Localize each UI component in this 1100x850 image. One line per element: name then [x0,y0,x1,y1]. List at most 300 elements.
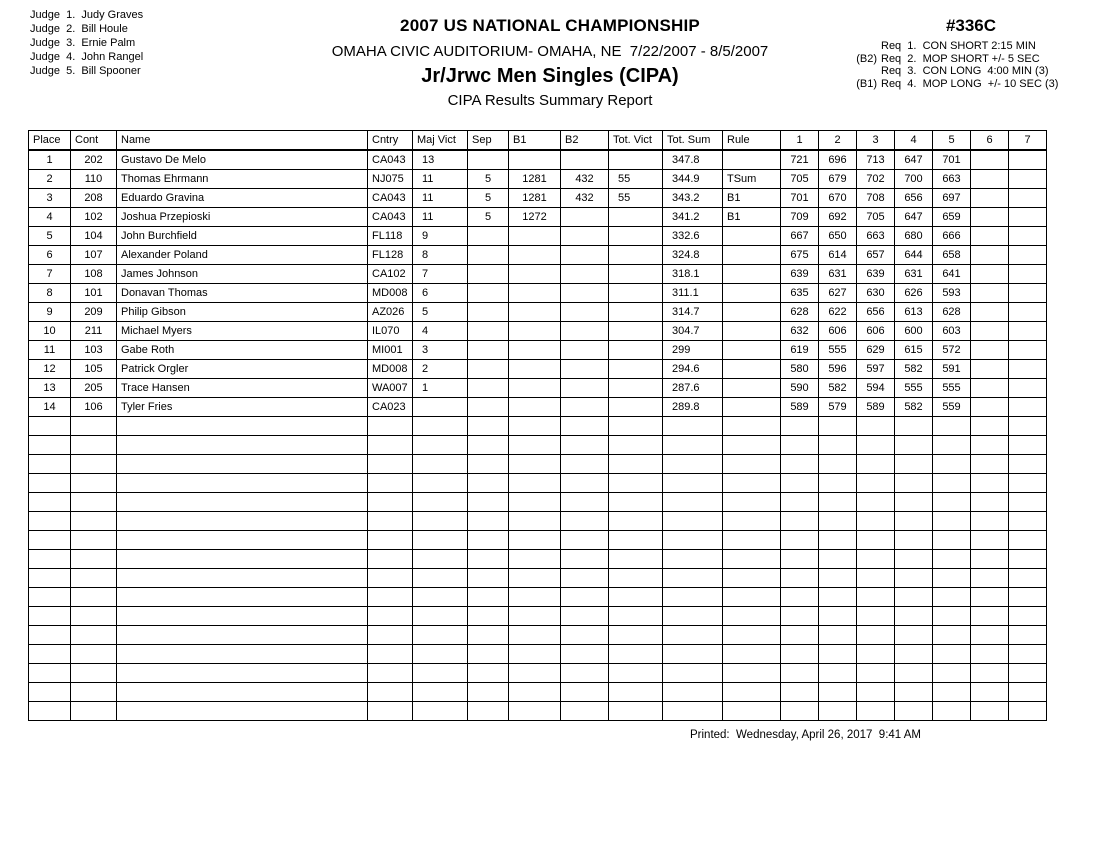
cell-empty [781,550,819,569]
cell-empty [29,493,71,512]
cell-empty [971,569,1009,588]
cell-empty [413,493,468,512]
cell-maj-vict: 7 [413,265,468,284]
cell-sep [468,246,509,265]
result-row [29,379,1047,398]
cell-place: 4 [29,208,71,227]
column-header-sep: Sep [468,131,509,151]
column-header-tot-vict: Tot. Vict [609,131,663,151]
cell-place: 2 [29,170,71,189]
cell-empty [723,417,781,436]
cell-sep: 5 [468,208,509,227]
cell-empty [663,664,723,683]
cell-empty [413,702,468,721]
result-row [29,322,1047,341]
req-text: Req 1. CON SHORT 2:15 MIN [881,40,1036,52]
cell-cont: 211 [71,322,117,341]
cell-score-5: 658 [933,246,971,265]
cell-empty [609,645,663,664]
cell-score-4: 626 [895,284,933,303]
judge-line: Judge 2. Bill Houle [30,23,128,35]
cell-empty [971,531,1009,550]
cell-b2 [561,398,609,417]
table-header-row [29,131,1047,151]
cell-cntry: AZ026 [368,303,413,322]
cell-empty [509,455,561,474]
cell-empty [29,664,71,683]
cell-empty [29,702,71,721]
cell-rule: B1 [723,208,781,227]
cell-empty [933,417,971,436]
cell-b2 [561,227,609,246]
column-header-score-3: 3 [857,131,895,151]
column-header-score-6: 6 [971,131,1009,151]
cell-empty [368,550,413,569]
cell-score-2: 622 [819,303,857,322]
cell-rule: TSum [723,170,781,189]
cell-empty [413,512,468,531]
cell-empty [663,474,723,493]
cell-empty [971,455,1009,474]
cell-rule [723,265,781,284]
cell-name: Alexander Poland [117,246,368,265]
cell-score-4: 647 [895,150,933,170]
empty-row [29,702,1047,721]
cell-empty [368,531,413,550]
column-header-tot-sum: Tot. Sum [663,131,723,151]
cell-place: 8 [29,284,71,303]
cell-empty [71,436,117,455]
cell-name: Thomas Ehrmann [117,170,368,189]
cell-empty [509,512,561,531]
requirement-line [845,40,1097,53]
empty-row [29,493,1047,512]
cell-empty [857,588,895,607]
cell-score-4: 600 [895,322,933,341]
cell-empty [561,474,609,493]
cell-empty [468,588,509,607]
cell-score-4: 615 [895,341,933,360]
cell-b2: 432 [561,189,609,208]
cell-score-1: 580 [781,360,819,379]
cell-empty [857,436,895,455]
column-header-cont: Cont [71,131,117,151]
cell-empty [857,531,895,550]
cell-empty [561,550,609,569]
cell-tot-vict [609,208,663,227]
cell-empty [509,588,561,607]
cell-empty [723,664,781,683]
cell-score-2: 670 [819,189,857,208]
column-header-b2: B2 [561,131,609,151]
cell-empty [609,531,663,550]
cell-empty [1009,645,1047,664]
cell-empty [29,455,71,474]
cell-empty [413,531,468,550]
cell-cntry: CA043 [368,150,413,170]
cell-empty [895,436,933,455]
cell-empty [723,645,781,664]
empty-row [29,588,1047,607]
cell-empty [509,702,561,721]
cell-cntry: NJ075 [368,170,413,189]
cell-empty [413,417,468,436]
req-prefix: (B1) [856,77,877,90]
cell-score-3: 713 [857,150,895,170]
cell-b1 [509,322,561,341]
cell-empty [933,455,971,474]
cell-tot-sum: 343.2 [663,189,723,208]
cell-cont: 102 [71,208,117,227]
cell-empty [819,645,857,664]
cell-empty [1009,493,1047,512]
cell-empty [413,683,468,702]
requirement-line [845,53,1097,66]
cell-empty [368,569,413,588]
cell-empty [71,550,117,569]
cell-score-1: 705 [781,170,819,189]
cell-name: Trace Hansen [117,379,368,398]
cell-empty [468,645,509,664]
cell-empty [468,626,509,645]
cell-empty [609,683,663,702]
cell-empty [663,588,723,607]
cell-b1: 1272 [509,208,561,227]
cell-empty [609,474,663,493]
cell-empty [468,474,509,493]
req-prefix: (B2) [856,52,877,65]
cell-score-3: 663 [857,227,895,246]
cell-empty [509,683,561,702]
cell-score-7 [1009,170,1047,189]
result-row [29,170,1047,189]
cell-empty [561,436,609,455]
cell-score-5: 593 [933,284,971,303]
cell-score-7 [1009,322,1047,341]
cell-score-5: 555 [933,379,971,398]
cell-maj-vict: 1 [413,379,468,398]
cell-score-1: 709 [781,208,819,227]
cell-score-3: 657 [857,246,895,265]
printed-timestamp: Printed: Wednesday, April 26, 2017 9:41 AM [690,729,921,741]
cell-empty [819,607,857,626]
cell-empty [561,512,609,531]
cell-empty [468,569,509,588]
cell-empty [29,607,71,626]
cell-empty [509,531,561,550]
cell-empty [819,436,857,455]
cell-b1 [509,265,561,284]
cell-score-6 [971,303,1009,322]
cell-tot-vict [609,227,663,246]
cell-empty [71,512,117,531]
cell-empty [663,645,723,664]
result-row [29,341,1047,360]
cell-empty [1009,417,1047,436]
cell-tot-sum: 318.1 [663,265,723,284]
cell-place: 9 [29,303,71,322]
cell-score-6 [971,322,1009,341]
cell-empty [117,607,368,626]
empty-row [29,569,1047,588]
cell-empty [468,664,509,683]
division-title: Jr/Jrwc Men Singles (CIPA) [421,65,679,87]
cell-empty [71,531,117,550]
cell-cont: 104 [71,227,117,246]
cell-empty [561,683,609,702]
cell-empty [561,626,609,645]
cell-empty [368,683,413,702]
cell-score-1: 701 [781,189,819,208]
cell-cntry: FL118 [368,227,413,246]
cell-empty [29,588,71,607]
cell-maj-vict: 5 [413,303,468,322]
cell-maj-vict: 3 [413,341,468,360]
cell-score-4: 656 [895,189,933,208]
cell-cont: 108 [71,265,117,284]
cell-empty [857,626,895,645]
cell-name: John Burchfield [117,227,368,246]
cell-empty [609,417,663,436]
cell-rule [723,227,781,246]
judge-line: Judge 1. Judy Graves [30,9,144,21]
cell-empty [609,493,663,512]
cell-tot-sum: 289.8 [663,398,723,417]
cell-empty [781,626,819,645]
cell-score-2: 614 [819,246,857,265]
cell-empty [609,436,663,455]
cell-empty [971,626,1009,645]
cell-empty [29,626,71,645]
cell-score-1: 667 [781,227,819,246]
cell-sep [468,398,509,417]
cell-b1: 1281 [509,189,561,208]
cell-empty [509,474,561,493]
cell-empty [971,607,1009,626]
cell-empty [933,436,971,455]
cell-empty [663,417,723,436]
result-row [29,303,1047,322]
cell-empty [723,626,781,645]
cell-empty [509,645,561,664]
cell-score-1: 589 [781,398,819,417]
cell-empty [561,531,609,550]
cell-score-6 [971,189,1009,208]
cell-score-3: 629 [857,341,895,360]
cell-empty [723,531,781,550]
cell-score-1: 632 [781,322,819,341]
cell-score-3: 594 [857,379,895,398]
cell-empty [1009,683,1047,702]
cell-empty [857,607,895,626]
column-header-b1: B1 [509,131,561,151]
cell-cont: 208 [71,189,117,208]
cell-empty [609,512,663,531]
cell-score-5: 666 [933,227,971,246]
cell-empty [71,607,117,626]
cell-cntry: IL070 [368,322,413,341]
cell-tot-sum: 287.6 [663,379,723,398]
cell-score-3: 606 [857,322,895,341]
cell-place: 6 [29,246,71,265]
cell-score-3: 656 [857,303,895,322]
cell-empty [71,702,117,721]
cell-tot-sum: 304.7 [663,322,723,341]
cell-b2 [561,246,609,265]
cell-score-4: 613 [895,303,933,322]
cell-empty [509,550,561,569]
cell-empty [895,626,933,645]
cell-empty [368,645,413,664]
cell-b1: 1281 [509,170,561,189]
cell-rule [723,284,781,303]
cell-empty [29,436,71,455]
cell-score-3: 702 [857,170,895,189]
cell-empty [781,569,819,588]
column-header-score-7: 7 [1009,131,1047,151]
cell-tot-vict: 55 [609,189,663,208]
cell-cont: 101 [71,284,117,303]
cell-score-6 [971,360,1009,379]
cell-tot-sum: 341.2 [663,208,723,227]
cell-empty [413,550,468,569]
cell-place: 3 [29,189,71,208]
cell-rule [723,379,781,398]
cell-empty [895,702,933,721]
cell-score-4: 631 [895,265,933,284]
cell-cont: 205 [71,379,117,398]
cell-b2 [561,284,609,303]
cell-empty [468,531,509,550]
cell-maj-vict: 8 [413,246,468,265]
requirements-block [845,16,1097,90]
cell-sep [468,322,509,341]
cell-score-5: 701 [933,150,971,170]
cell-score-6 [971,379,1009,398]
cell-empty [1009,474,1047,493]
cell-sep [468,341,509,360]
cell-sep [468,265,509,284]
cell-b1 [509,379,561,398]
cell-empty [857,455,895,474]
cell-cont: 106 [71,398,117,417]
req-text: Req 3. CON LONG 4:00 MIN (3) [881,65,1049,77]
cell-tot-vict [609,303,663,322]
cell-score-6 [971,208,1009,227]
cell-empty [609,588,663,607]
cell-empty [29,569,71,588]
cell-cntry: MD008 [368,360,413,379]
cell-sep: 5 [468,189,509,208]
cell-empty [723,607,781,626]
cell-name: Michael Myers [117,322,368,341]
cell-empty [819,588,857,607]
cell-empty [819,569,857,588]
cell-empty [819,512,857,531]
cell-b2: 432 [561,170,609,189]
cell-tot-vict [609,398,663,417]
cell-b2 [561,360,609,379]
cell-score-5: 591 [933,360,971,379]
cell-score-2: 650 [819,227,857,246]
cell-empty [1009,626,1047,645]
empty-row [29,512,1047,531]
cell-sep [468,150,509,170]
cell-empty [368,455,413,474]
result-row [29,246,1047,265]
cell-empty [857,493,895,512]
cell-score-1: 721 [781,150,819,170]
cell-empty [561,588,609,607]
cell-tot-vict [609,341,663,360]
empty-row [29,436,1047,455]
cell-empty [781,702,819,721]
cell-empty [413,626,468,645]
cell-empty [819,531,857,550]
cell-empty [561,664,609,683]
cell-empty [781,664,819,683]
cell-empty [1009,569,1047,588]
cell-empty [895,531,933,550]
cell-empty [895,550,933,569]
requirements-list [845,40,1097,90]
cell-empty [1009,531,1047,550]
cell-empty [723,493,781,512]
cell-place: 13 [29,379,71,398]
empty-row [29,531,1047,550]
cell-b1 [509,341,561,360]
empty-row [29,455,1047,474]
cell-empty [971,683,1009,702]
cell-empty [857,512,895,531]
cell-b2 [561,341,609,360]
cell-empty [933,474,971,493]
cell-empty [71,417,117,436]
cell-place: 14 [29,398,71,417]
cell-empty [71,626,117,645]
cell-empty [71,493,117,512]
cell-name: Joshua Przepioski [117,208,368,227]
cell-empty [468,683,509,702]
cell-tot-vict: 55 [609,170,663,189]
cell-empty [368,664,413,683]
cell-empty [933,493,971,512]
cell-score-4: 700 [895,170,933,189]
cell-tot-sum: 311.1 [663,284,723,303]
cell-empty [509,417,561,436]
cell-sep [468,284,509,303]
req-prefix [845,65,881,78]
cell-cont: 202 [71,150,117,170]
cell-empty [819,683,857,702]
cell-empty [723,683,781,702]
cell-empty [895,683,933,702]
cell-empty [509,569,561,588]
cell-empty [71,474,117,493]
cell-empty [117,512,368,531]
result-row [29,208,1047,227]
cell-empty [819,664,857,683]
cell-empty [29,417,71,436]
cell-empty [895,512,933,531]
cell-cntry: FL128 [368,246,413,265]
cell-b1 [509,360,561,379]
cell-cont: 103 [71,341,117,360]
cell-empty [609,569,663,588]
cell-empty [1009,607,1047,626]
cell-empty [368,607,413,626]
column-header-score-5: 5 [933,131,971,151]
